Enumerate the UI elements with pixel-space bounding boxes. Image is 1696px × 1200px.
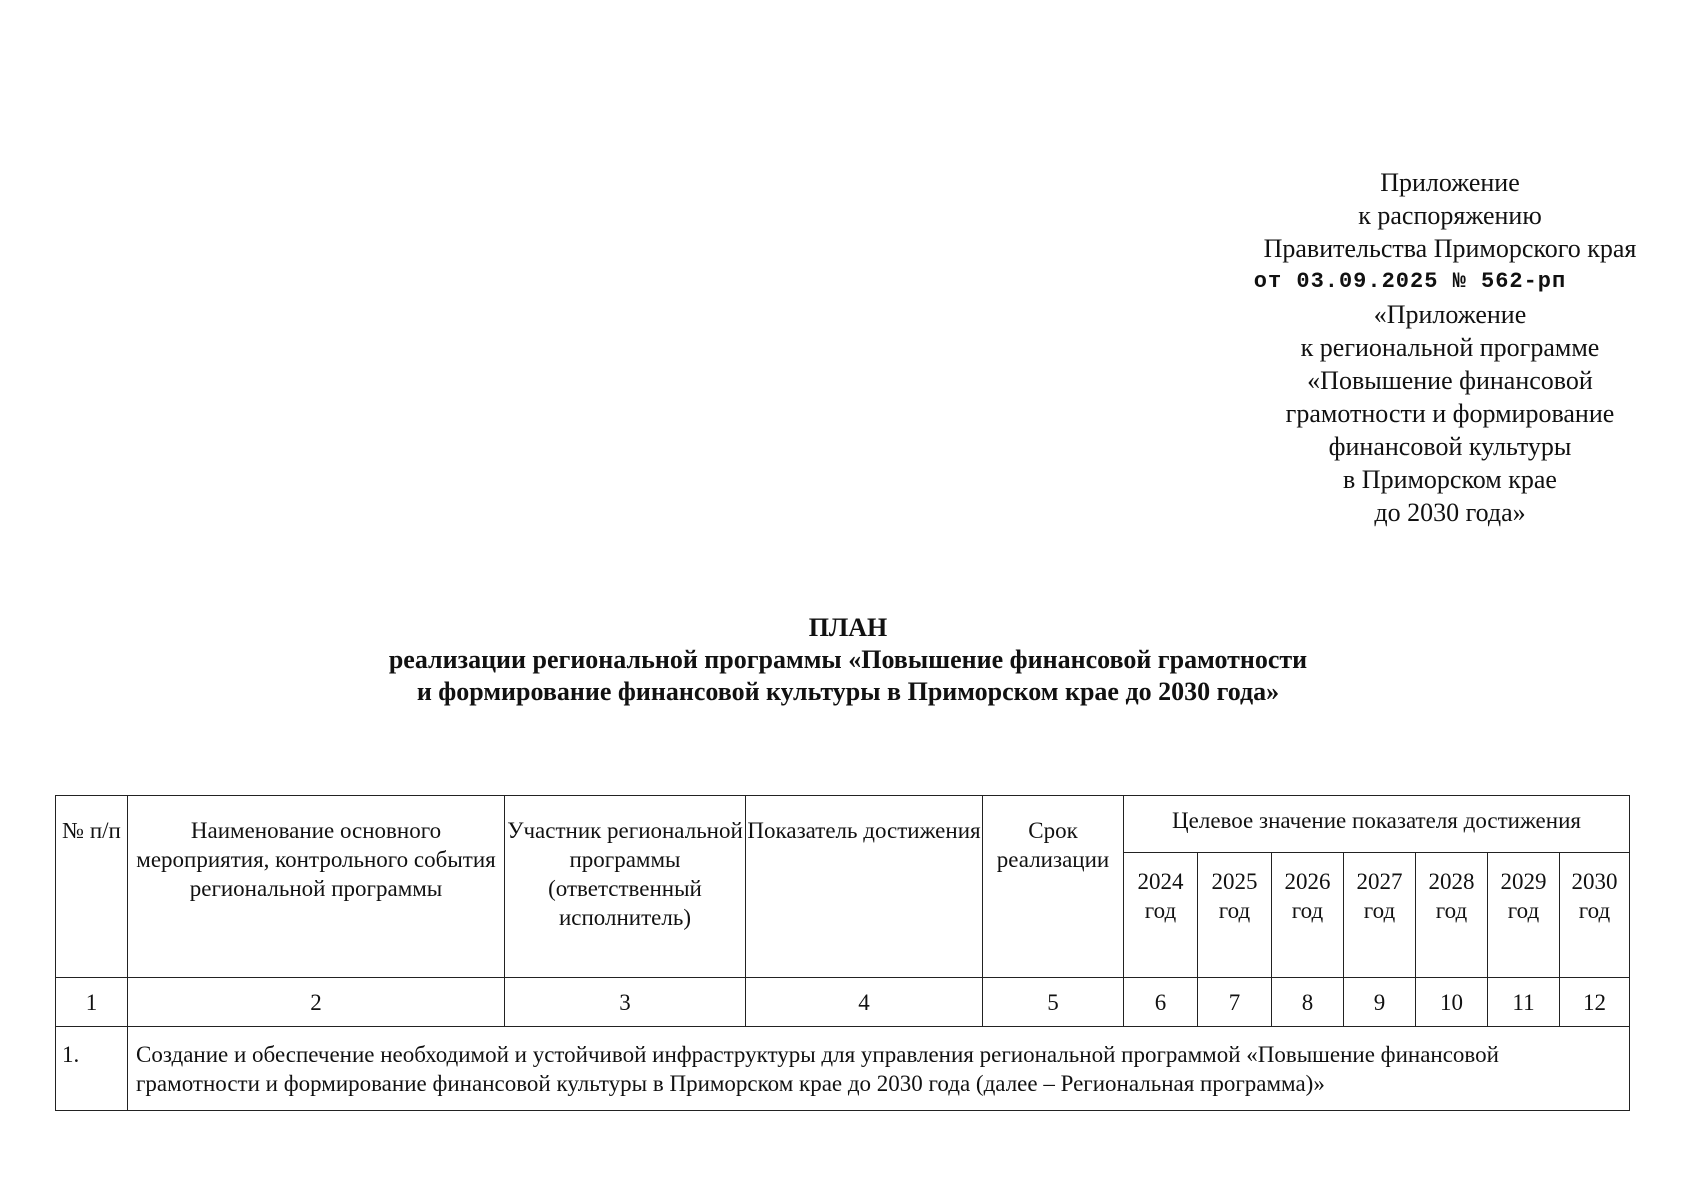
header-year: 2024 год (1124, 853, 1198, 978)
column-number: 3 (505, 978, 746, 1027)
row-text: Создание и обеспечение необходимой и устойчивой инфраструктуры для управления региональной программой «Повышение финансовой грамотности и формирование финансовой культуры в Приморском крае до 2030 года (далее – Региональная программа)» (128, 1027, 1630, 1111)
appendix-line: Приложение (1380, 168, 1520, 197)
title-line: и формирование финансовой культуры в Приморском крае до 2030 года» (416, 677, 1280, 706)
document-title (0, 612, 1696, 708)
header-name: Наименование основного мероприятия, контрольного события региональной программы (128, 796, 505, 978)
header-year: 2026 год (1272, 853, 1344, 978)
appendix-block (1230, 166, 1670, 529)
column-number: 4 (746, 978, 983, 1027)
header-year: 2030 год (1560, 853, 1630, 978)
header-indicator: Показатель достижения (746, 796, 983, 978)
header-term: Срок реализации (983, 796, 1124, 978)
column-number: 7 (1198, 978, 1272, 1027)
appendix-line: Правительства Приморского края (1263, 234, 1637, 263)
header-participant: Участник региональной программы (ответственный исполнитель) (505, 796, 746, 978)
appendix-line: грамотности и формирование (1285, 399, 1615, 428)
column-number: 1 (56, 978, 128, 1027)
row-number: 1. (56, 1027, 128, 1111)
appendix-line: финансовой культуры (1328, 432, 1572, 461)
appendix-line: «Приложение (1373, 300, 1527, 329)
title-heading: ПЛАН (808, 613, 888, 642)
header-year: 2029 год (1488, 853, 1560, 978)
column-number: 2 (128, 978, 505, 1027)
decree-date-number: от 03.09.2025 № 562-рп (1253, 269, 1567, 294)
column-number: 9 (1344, 978, 1416, 1027)
column-number: 8 (1272, 978, 1344, 1027)
column-number: 6 (1124, 978, 1198, 1027)
header-year: 2027 год (1344, 853, 1416, 978)
appendix-line: до 2030 года» (1374, 498, 1526, 527)
column-number: 11 (1488, 978, 1560, 1027)
column-number: 10 (1416, 978, 1488, 1027)
appendix-line: «Повышение финансовой (1307, 366, 1593, 395)
column-number-row (56, 978, 1630, 1027)
column-number: 12 (1560, 978, 1630, 1027)
header-year: 2028 год (1416, 853, 1488, 978)
table-row (56, 1027, 1630, 1111)
appendix-line: к региональной программе (1300, 333, 1600, 362)
column-number: 5 (983, 978, 1124, 1027)
title-line: реализации региональной программы «Повышение финансовой грамотности (388, 645, 1308, 674)
plan-table (55, 795, 1630, 1111)
header-target: Целевое значение показателя достижения (1124, 796, 1630, 853)
appendix-line: в Приморском крае (1343, 465, 1557, 494)
appendix-line: к распоряжению (1358, 201, 1542, 230)
header-year: 2025 год (1198, 853, 1272, 978)
header-num: № п/п (56, 796, 128, 978)
